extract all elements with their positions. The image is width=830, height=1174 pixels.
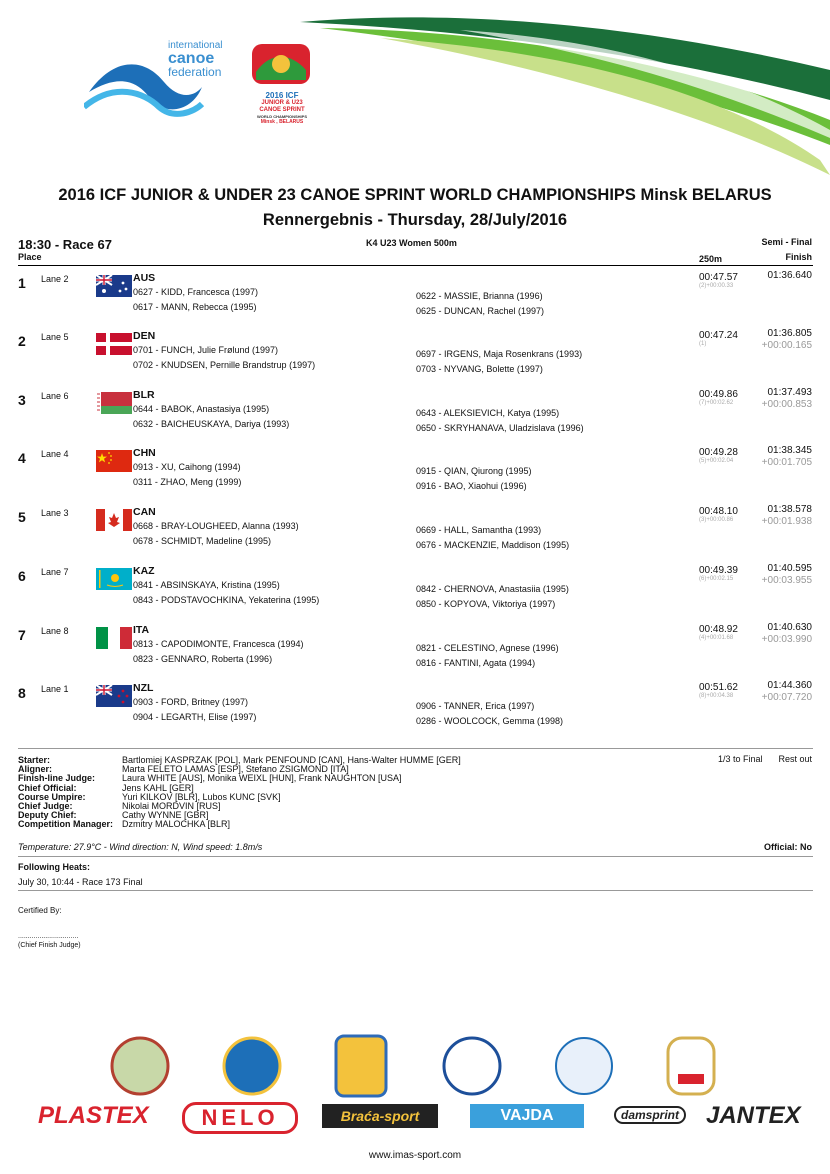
- lane: Lane 3: [41, 508, 69, 518]
- race-time: 18:30 - Race 67: [18, 237, 112, 252]
- progression-rule2: Rest out: [778, 754, 812, 764]
- athlete-3: 0622 - MASSIE, Brianna (1996): [416, 291, 543, 301]
- official-value: Dzmitry MALOCHKA [BLR]: [122, 819, 231, 830]
- athlete-4: 0850 - KOPYOVA, Viktoriya (1997): [416, 599, 556, 609]
- nation: CHN: [133, 447, 156, 459]
- official-label: Competition Manager:: [18, 819, 114, 830]
- emblem-2-icon: [224, 1038, 280, 1094]
- time-250m: 00:49.39: [699, 565, 738, 576]
- event-name: K4 U23 Women 500m: [366, 238, 457, 248]
- time-250m-diff: (5)+00:02.04: [699, 458, 734, 464]
- result-row: [0, 328, 830, 391]
- event-line4: WORLD CHAMPIONSHIPS: [257, 114, 307, 119]
- official-value: Nikolai MORDVIN [RUS]: [122, 801, 221, 811]
- sponsor-nelo: NELO: [182, 1102, 298, 1134]
- official-label: Aligner:: [18, 764, 53, 775]
- athlete-1: 0903 - FORD, Britney (1997): [133, 697, 249, 707]
- sponsor-damsprint: damsprint: [614, 1106, 686, 1124]
- official-value: Jens KAHL [GER]: [122, 782, 194, 793]
- place: 5: [18, 509, 26, 525]
- athlete-2: 0617 - MANN, Rebecca (1995): [133, 302, 257, 312]
- place: 2: [18, 333, 26, 349]
- time-250m-diff: (4)+00:01.68: [699, 635, 734, 641]
- nation: NZL: [133, 682, 154, 694]
- athlete-3: 0906 - TANNER, Erica (1997): [416, 701, 535, 711]
- place: 8: [18, 685, 26, 701]
- athlete-4: 0625 - DUNCAN, Rachel (1997): [416, 306, 545, 316]
- sponsor-vajda: VAJDA: [470, 1104, 584, 1128]
- athlete-2: 0678 - SCHMIDT, Madeline (1995): [133, 536, 272, 546]
- page-subtitle: Rennergebnis - Thursday, 28/July/2016: [262, 211, 568, 229]
- place: 7: [18, 627, 26, 643]
- time-250m-diff: (3)+00:00.86: [699, 517, 734, 523]
- official-label: Course Umpire:: [18, 791, 86, 802]
- sponsor-emblems-svg: [30, 1030, 800, 1100]
- icf-line2: canoe: [168, 50, 215, 67]
- icf-logo: [84, 40, 234, 120]
- athlete-1: 0813 - CAPODIMONTE, Francesca (1994): [133, 639, 304, 649]
- emblem-5-icon: [556, 1038, 612, 1094]
- official-status: Official: No: [763, 842, 812, 852]
- athlete-1: 0668 - BRAY-LOUGHEED, Alanna (1993): [133, 521, 299, 531]
- lane: Lane 7: [41, 567, 69, 577]
- certified-dots: ...............................: [18, 933, 79, 940]
- finish-diff: +00:00.853: [761, 399, 812, 410]
- following-label: Following Heats:: [18, 862, 90, 872]
- athlete-1: 0913 - XU, Caihong (1994): [133, 462, 241, 472]
- finish-time: 01:38.578: [767, 504, 812, 515]
- header-divider: [18, 265, 813, 266]
- place: 3: [18, 392, 26, 408]
- lane: Lane 6: [41, 391, 69, 401]
- finish-time: 01:37.493: [767, 387, 812, 398]
- col-250m: 250m: [699, 254, 723, 264]
- official-label: Chief Official:: [18, 782, 77, 793]
- nation: CAN: [133, 506, 156, 518]
- finish-diff: +00:03.990: [761, 634, 812, 645]
- nation: AUS: [133, 272, 156, 284]
- athlete-3: 0915 - QIAN, Qiurong (1995): [416, 466, 532, 476]
- time-250m-diff: (2)+00:00.33: [699, 283, 734, 289]
- athlete-4: 0676 - MACKENZIE, Maddison (1995): [416, 540, 570, 550]
- event-line3: CANOE SPRINT: [259, 107, 305, 113]
- time-250m: 00:51.62: [699, 682, 738, 693]
- flag-ita-icon: [96, 627, 132, 649]
- col-finish: Finish: [785, 252, 812, 262]
- time-250m: 00:47.57: [699, 272, 738, 283]
- time-250m: 00:47.24: [699, 330, 738, 341]
- time-250m: 00:48.10: [699, 506, 738, 517]
- result-row: [0, 680, 830, 743]
- lane: Lane 4: [41, 449, 69, 459]
- athlete-4: 0650 - SKRYHANAVA, Uladzislava (1996): [416, 423, 584, 433]
- page-title: 2016 ICF JUNIOR & UNDER 23 CANOE SPRINT WORLD CHAMPIONSHIPS Minsk BELARUS: [58, 186, 772, 204]
- official-value: Marta FELETO LAMAS [ESP], Stefano ZSIGMOND [ITA]: [122, 764, 349, 775]
- event-emblem-icon: [250, 42, 312, 86]
- emblem-3-icon: [336, 1036, 386, 1096]
- result-row: [0, 445, 830, 508]
- official-label: Finish-line Judge:: [18, 773, 96, 784]
- place: 1: [18, 275, 26, 291]
- result-row: [0, 387, 830, 450]
- athlete-4: 0703 - NYVANG, Bolette (1997): [416, 364, 543, 374]
- sponsor-jantex: JANTEX: [706, 1102, 801, 1129]
- official-label: Starter:: [18, 755, 51, 765]
- time-250m: 00:48.92: [699, 624, 738, 635]
- finish-diff: +00:03.955: [761, 575, 812, 586]
- icf-line1: international: [168, 40, 223, 51]
- icf-line3: federation: [168, 65, 222, 79]
- event-line2: JUNIOR & U23: [261, 100, 303, 106]
- athlete-2: 0632 - BAICHEUSKAYA, Dariya (1993): [133, 419, 290, 429]
- nation: DEN: [133, 330, 156, 342]
- lane: Lane 1: [41, 684, 69, 694]
- athlete-1: 0701 - FUNCH, Julie Frølund (1997): [133, 345, 279, 355]
- official-value: Laura WHITE [AUS], Monika WEIXL [HUN], Frank NAUGHTON [USA]: [122, 773, 402, 784]
- emblem-6-icon: [668, 1038, 714, 1094]
- icf-text: [168, 40, 222, 78]
- finish-time: 01:44.360: [767, 680, 812, 691]
- athlete-3: 0697 - IRGENS, Maja Rosenkrans (1993): [416, 349, 583, 359]
- athlete-4: 0916 - BAO, Xiaohui (1996): [416, 481, 527, 491]
- emblem-1-icon: [112, 1038, 168, 1094]
- finish-diff: +00:01.938: [761, 516, 812, 527]
- time-250m: 00:49.28: [699, 447, 738, 458]
- event-logo: [250, 42, 314, 132]
- conditions: Temperature: 27.9°C - Wind direction: N, Wind speed: 1.8m/s: [18, 842, 263, 852]
- time-250m-diff: (1): [699, 341, 707, 347]
- lane: Lane 8: [41, 626, 69, 636]
- nation: ITA: [133, 624, 150, 636]
- officials-divider: [18, 748, 813, 749]
- athlete-3: 0821 - CELESTINO, Agnese (1996): [416, 643, 559, 653]
- finish-diff: +00:07.720: [761, 692, 812, 703]
- athlete-3: 0669 - HALL, Samantha (1993): [416, 525, 542, 535]
- emblem-4-icon: [444, 1038, 500, 1094]
- finish-time: 01:40.595: [767, 563, 812, 574]
- athlete-3: 0643 - ALEKSIEVICH, Katya (1995): [416, 408, 560, 418]
- place: 4: [18, 450, 26, 466]
- official-label: Deputy Chief:: [18, 810, 77, 821]
- certified-role: (Chief Finish Judge): [18, 942, 81, 949]
- sponsor-bar: [30, 1100, 800, 1136]
- sponsor-emblems: [30, 1030, 800, 1100]
- flag-can-icon: [96, 509, 132, 531]
- finish-diff: +00:00.165: [761, 340, 812, 351]
- following-divider: [18, 890, 813, 891]
- finish-time: 01:36.640: [767, 270, 812, 281]
- finish-time: 01:36.805: [767, 328, 812, 339]
- conditions-divider: [18, 856, 813, 857]
- event-line1: 2016 ICF: [265, 91, 299, 100]
- time-250m-diff: (6)+00:02.15: [699, 576, 734, 582]
- official-value: Yuri KILKOV [BLR], Lubos KUNC [SVK]: [122, 791, 281, 802]
- sponsor-plastex: PLASTEX: [38, 1102, 149, 1129]
- nation: BLR: [133, 389, 155, 401]
- athlete-1: 0627 - KIDD, Francesca (1997): [133, 287, 259, 297]
- following-value: July 30, 10:44 - Race 173 Final: [18, 877, 143, 887]
- result-row: [0, 270, 830, 333]
- col-place: Place: [18, 252, 42, 262]
- event-logo-text: [250, 91, 314, 126]
- athlete-2: 0311 - ZHAO, Meng (1999): [133, 477, 242, 487]
- result-row: [0, 622, 830, 685]
- flag-blr-icon: [96, 392, 132, 414]
- finish-time: 01:38.345: [767, 445, 812, 456]
- lane: Lane 5: [41, 332, 69, 342]
- athlete-1: 0644 - BABOK, Anastasiya (1995): [133, 404, 270, 414]
- footer-url[interactable]: www.imas-sport.com: [368, 1150, 462, 1161]
- flag-kaz-icon: [96, 568, 132, 590]
- result-row: [0, 504, 830, 567]
- header-swoosh: [260, 10, 830, 190]
- athlete-2: 0702 - KNUDSEN, Pernille Brandstrup (1997): [133, 360, 316, 370]
- progression-rule1: 1/3 to Final: [718, 754, 763, 764]
- flag-aus-icon: [96, 275, 132, 297]
- certified-label: Certified By:: [18, 906, 62, 915]
- race-phase: Semi - Final: [761, 237, 812, 247]
- flag-chn-icon: [96, 450, 132, 472]
- time-250m: 00:49.86: [699, 389, 738, 400]
- place: 6: [18, 568, 26, 584]
- athlete-2: 0843 - PODSTAVOCHKINA, Yekaterina (1995): [133, 595, 320, 605]
- athlete-3: 0842 - CHERNOVA, Anastasiia (1995): [416, 584, 569, 594]
- official-value: Cathy WYNNE [GBR]: [122, 810, 209, 821]
- official-label: Chief Judge:: [18, 801, 73, 811]
- athlete-4: 0816 - FANTINI, Agata (1994): [416, 658, 536, 668]
- flag-nzl-icon: [96, 685, 132, 707]
- lane: Lane 2: [41, 274, 69, 284]
- result-row: [0, 563, 830, 626]
- athlete-4: 0286 - WOOLCOCK, Gemma (1998): [416, 716, 564, 726]
- event-line5: Minsk , BELARUS: [260, 119, 304, 125]
- sponsor-braca: Braća-sport: [322, 1104, 438, 1128]
- athlete-1: 0841 - ABSINSKAYA, Kristina (1995): [133, 580, 280, 590]
- athlete-2: 0904 - LEGARTH, Elise (1997): [133, 712, 257, 722]
- time-250m-diff: (8)+00:04.38: [699, 693, 734, 699]
- time-250m-diff: (7)+00:02.62: [699, 400, 734, 406]
- finish-diff: +00:01.705: [761, 457, 812, 468]
- flag-den-icon: [96, 333, 132, 355]
- athlete-2: 0823 - GENNARO, Roberta (1996): [133, 654, 273, 664]
- nation: KAZ: [133, 565, 155, 577]
- official-value: Bartlomiej KASPRZAK [POL], Mark PENFOUND [CAN], Hans-Walter HUMME [GER]: [122, 755, 461, 765]
- finish-time: 01:40.630: [767, 622, 812, 633]
